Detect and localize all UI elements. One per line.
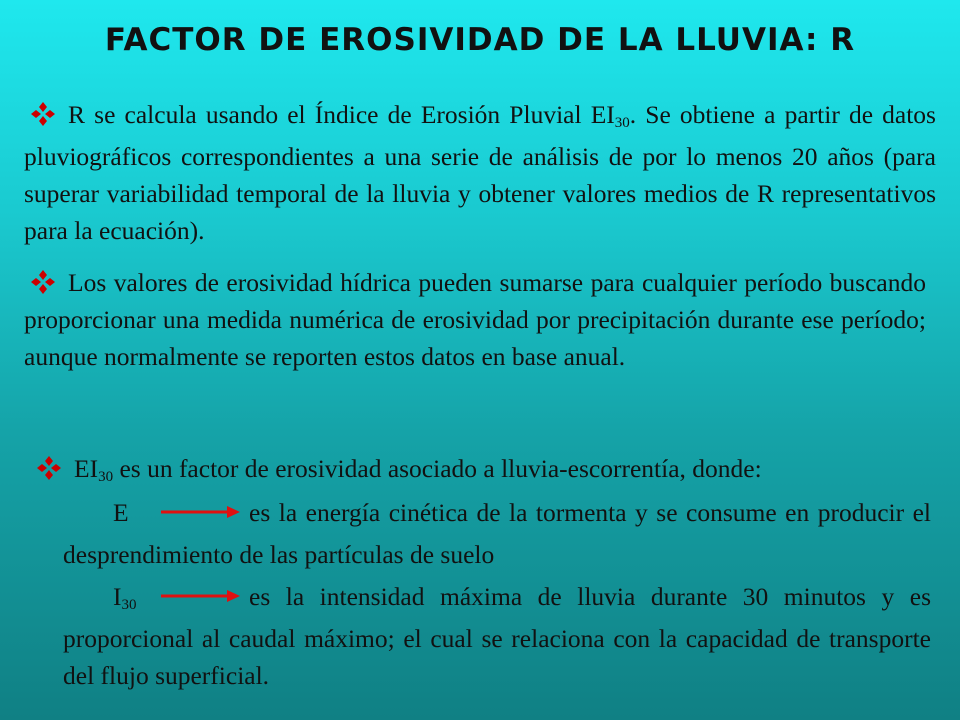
slide-title: FACTOR DE EROSIVIDAD DE LA LLUVIA: R	[104, 22, 856, 58]
right-arrow-icon	[159, 589, 241, 603]
definition-symbol-i30: $I_{30}$	[113, 582, 137, 613]
definition-e	[63, 494, 931, 573]
paragraph-erosivity-sum	[24, 264, 926, 375]
definition-i30	[63, 578, 931, 694]
p1-rest: . Se obtiene a partir de datos pluviográficos correspondientes a una serie de análisis de por lo menos 20 años (para superar variabilidad temporal de la lluvia y obtener valores medios de R representativos para la ecuación).	[24, 100, 936, 245]
four-diamond-bullet-icon	[36, 455, 62, 481]
definition-symbol-e: E	[113, 498, 129, 527]
definition-text-i30: es la intensidad máxima de lluvia durante 30 minutos y es proporcional al caudal máximo; el cual se relaciona con la capacidad de transporte del flujo superficial.	[63, 582, 931, 690]
four-diamond-bullet-icon	[30, 269, 56, 295]
p1-subscript: 30	[614, 115, 630, 131]
right-arrow-icon	[159, 505, 241, 519]
p1-lead: R se calcula usando el Índice de Erosión Pluvial EI	[68, 100, 615, 129]
paragraph-ei30-definition	[30, 450, 940, 492]
p3-lead: EI	[74, 454, 99, 483]
p3-subscript: 30	[98, 469, 114, 485]
p2-text: Los valores de erosividad hídrica pueden sumarse para cualquier período buscando proporcionar una medida numérica de erosividad por precipitación durante ese período; aunque normalmente se reporten estos datos en base anual.	[24, 268, 926, 371]
four-diamond-bullet-icon	[30, 101, 56, 127]
p3-rest: es un factor de erosividad asociado a lluvia-escorrentía, donde:	[113, 454, 762, 483]
paragraph-r-calculation	[24, 96, 936, 249]
definition-text-e: es la energía cinética de la tormenta y se consume en producir el desprendimiento de las partículas de suelo	[63, 498, 931, 569]
